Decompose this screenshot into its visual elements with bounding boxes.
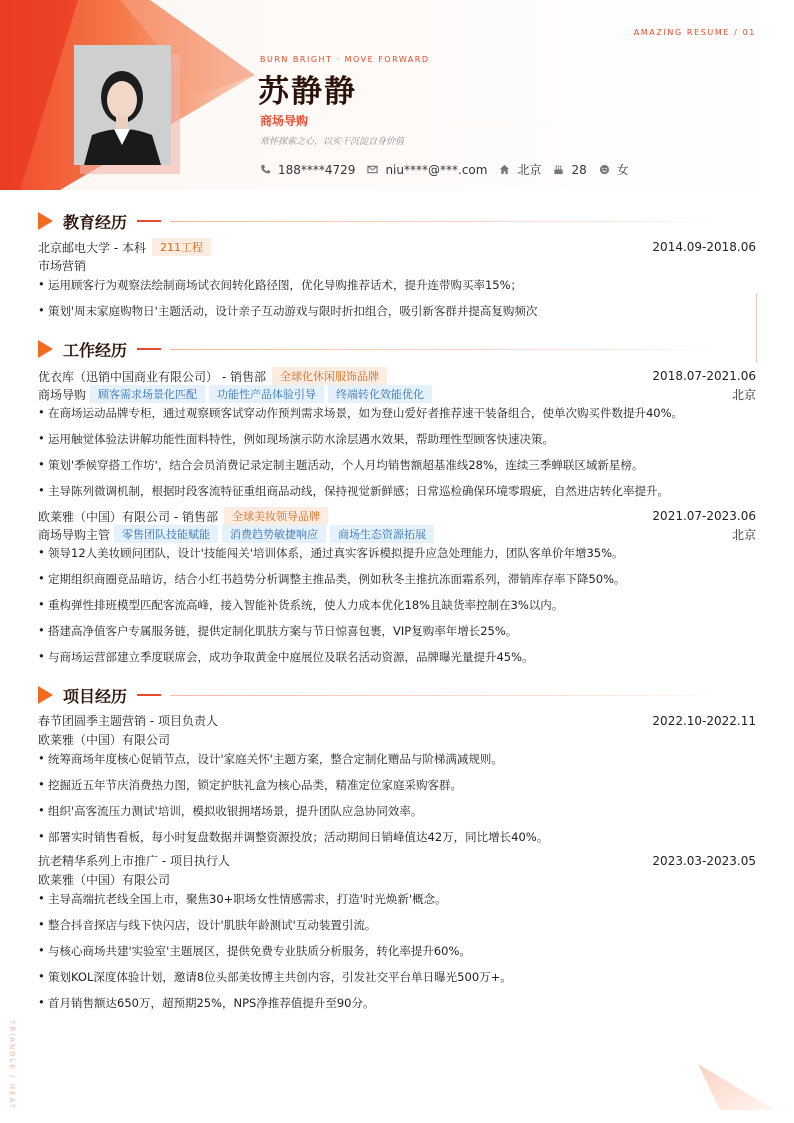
section-divider <box>170 695 720 696</box>
company-tag: 全球化休闲服饰品牌 <box>272 367 387 385</box>
list-item: • 领导12人美妆顾问团队，设计'技能闯关'培训体系，通过真实客诉模拟提升应急处理能力，团队客单价年增35%。 <box>38 545 624 560</box>
resume-page-tag: AMAZING RESUME / 01 <box>633 28 756 37</box>
list-item: • 首月销售额达650万，超预期25%，NPS净推荐值提升至90分。 <box>38 995 375 1010</box>
home-icon <box>499 164 510 175</box>
phone-value: 188****4729 <box>278 162 356 177</box>
job-city: 北京 <box>731 387 756 402</box>
list-item: • 主导高端抗老线全国上市，聚焦30+职场女性情感需求，打造'时光焕新'概念。 <box>38 891 447 906</box>
city-value: 北京 <box>517 163 542 177</box>
education-date: 2014.09-2018.06 <box>652 240 756 254</box>
profile-photo <box>74 45 171 165</box>
work-section-header <box>38 339 756 359</box>
school-name: 北京邮电大学 - 本科 <box>38 240 146 255</box>
contact-city <box>499 161 541 178</box>
section-title: 工作经历 <box>63 340 128 360</box>
job-role: 商场导购 <box>38 387 87 402</box>
job-header <box>38 507 756 525</box>
list-item: • 挖掘近五年节庆消费热力图，锁定护肤礼盒为核心品类，精准定位家庭采购客群。 <box>38 777 462 792</box>
job-date: 2021.07-2023.06 <box>652 509 756 523</box>
project-company: 欧莱雅（中国）有限公司 <box>38 733 171 747</box>
project-company-row <box>38 731 756 748</box>
skill-tag: 消费趋势敏捷响应 <box>222 525 326 543</box>
job-role: 商场导购主管 <box>38 527 111 542</box>
job-title: 商场导购 <box>260 114 309 128</box>
contact-phone <box>260 163 355 177</box>
list-item: • 与核心商场共建'实验室'主题展区，提供免费专业肤质分析服务，转化率提升60%。 <box>38 943 471 958</box>
side-watermark: TRIANGLE / HEAT <box>8 1020 16 1110</box>
list-item: • 定期组织商圈竞品暗访，结合小红书趋势分析调整主推品类，例如秋冬主推抗冻面霜系列，滞销库存率下降50%。 <box>38 571 626 586</box>
major: 市场营销 <box>38 259 87 273</box>
list-item: • 在商场运动品牌专柜，通过观察顾客试穿动作预判需求场景，如为登山爱好者推荐速干装备组合，使单次购买件数提升40%。 <box>38 405 684 420</box>
section-title: 教育经历 <box>63 212 128 232</box>
skill-tag: 零售团队技能赋能 <box>114 525 218 543</box>
skill-tag: 功能性产品体验引导 <box>209 385 324 403</box>
cake-icon <box>553 164 564 175</box>
list-item: • 统筹商场年度核心促销节点，设计'家庭关怀'主题方案，整合定制化赠品与阶梯满减规则。 <box>38 751 503 766</box>
list-item: • 策划'季候穿搭工作坊'，结合会员消费记录定制主题活动，个人月均销售额超基准线28%，连续三季蝉联区域新星榜。 <box>38 457 644 472</box>
company-tag: 全球美妆领导品牌 <box>224 507 328 525</box>
mail-icon <box>367 164 378 175</box>
list-item: • 组织'高客流压力测试'培训，模拟收银拥堵场景，提升团队应急协同效率。 <box>38 803 423 818</box>
section-triangle-icon <box>38 686 53 704</box>
project-header <box>38 712 756 729</box>
section-divider <box>170 221 720 222</box>
school-tag: 211工程 <box>152 238 211 256</box>
job-date: 2018.07-2021.06 <box>652 369 756 383</box>
decor-line <box>756 293 757 363</box>
list-item: • 运用触觉体验法讲解功能性面料特性，例如现场演示防水涂层遇水效果，帮助理性型顾客快速决策。 <box>38 431 554 446</box>
section-divider <box>170 349 720 350</box>
company-name: 欧莱雅（中国）有限公司 - 销售部 <box>38 509 218 524</box>
contact-gender <box>599 161 629 178</box>
project-name: 抗老精华系列上市推广 - 项目执行人 <box>38 854 230 868</box>
candidate-name: 苏静静 <box>258 74 357 110</box>
company-name: 优衣库（迅销中国商业有限公司） - 销售部 <box>38 369 266 384</box>
job-city: 北京 <box>731 527 756 542</box>
section-triangle-icon <box>38 212 53 230</box>
contact-bar <box>260 161 641 178</box>
job-role-row <box>38 385 756 403</box>
section-dash <box>137 348 161 350</box>
project-name: 春节团圆季主题营销 - 项目负责人 <box>38 714 218 728</box>
list-item: • 运用顾客行为观察法绘制商场试衣间转化路径图，优化导购推荐话术，提升连带购买率15%； <box>38 277 523 292</box>
list-item: • 策划KOL深度体验计划，邀请8位头部美妆博主共创内容，引发社交平台单日曝光500万+。 <box>38 969 512 984</box>
list-item: • 策划'周末家庭购物日'主题活动，设计亲子互动游戏与限时折扣组合，吸引新客群并提高复购频次 <box>38 303 538 318</box>
section-dash <box>137 694 161 696</box>
corner-decoration <box>680 1050 794 1123</box>
list-item: • 与商场运营部建立季度联席会，成功争取黄金中庭展位及联名活动资源，品牌曝光量提升45%。 <box>38 649 534 664</box>
contact-age <box>553 163 586 177</box>
project-company: 欧莱雅（中国）有限公司 <box>38 873 171 887</box>
list-item: • 部署实时销售看板，每小时复盘数据并调整资源投放；活动期间日销峰值达42万，同比增长40%。 <box>38 829 549 844</box>
contact-email <box>367 163 487 177</box>
project-header <box>38 852 756 869</box>
education-row <box>38 238 756 256</box>
skill-tag: 商场生态资源拓展 <box>330 525 434 543</box>
age-value: 28 <box>571 162 587 177</box>
gender-value: 女 <box>616 163 629 177</box>
job-header <box>38 367 756 385</box>
project-section-header <box>38 685 756 705</box>
education-major-row <box>38 257 756 274</box>
section-title: 项目经历 <box>63 686 128 706</box>
project-company-row <box>38 871 756 888</box>
skill-tag: 终端转化效能优化 <box>328 385 432 403</box>
education-section-header <box>38 211 756 231</box>
smile-icon <box>599 164 610 175</box>
list-item: • 整合抖音探店与线下快闪店，设计'肌肤年龄测试'互动装置引流。 <box>38 917 377 932</box>
phone-icon <box>260 164 271 175</box>
skill-tag: 顾客需求场景化匹配 <box>90 385 205 403</box>
list-item: • 搭建高净值客户专属服务链，提供定制化肌肤方案与节日惊喜包裹，VIP复购率年增长25%。 <box>38 623 518 638</box>
email-value: niu****@***.com <box>385 162 488 177</box>
list-item: • 重构弹性排班模型匹配客流高峰，接入智能补货系统，使人力成本优化18%且缺货率控制在3%以内。 <box>38 597 564 612</box>
section-dash <box>137 220 161 222</box>
section-triangle-icon <box>38 340 53 358</box>
project-date: 2022.10-2022.11 <box>652 713 756 728</box>
project-date: 2023.03-2023.05 <box>652 853 756 868</box>
slogan: BURN BRIGHT · MOVE FORWARD <box>260 55 430 64</box>
motto: 常怀探索之心，以实干沉淀自身价值 <box>260 137 405 147</box>
list-item: • 主导陈列微调机制，根据时段客流特征重组商品动线，保持视觉新鲜感；日常巡检确保环境零瑕疵，自然进店转化率提升。 <box>38 483 669 498</box>
job-role-row <box>38 525 756 543</box>
